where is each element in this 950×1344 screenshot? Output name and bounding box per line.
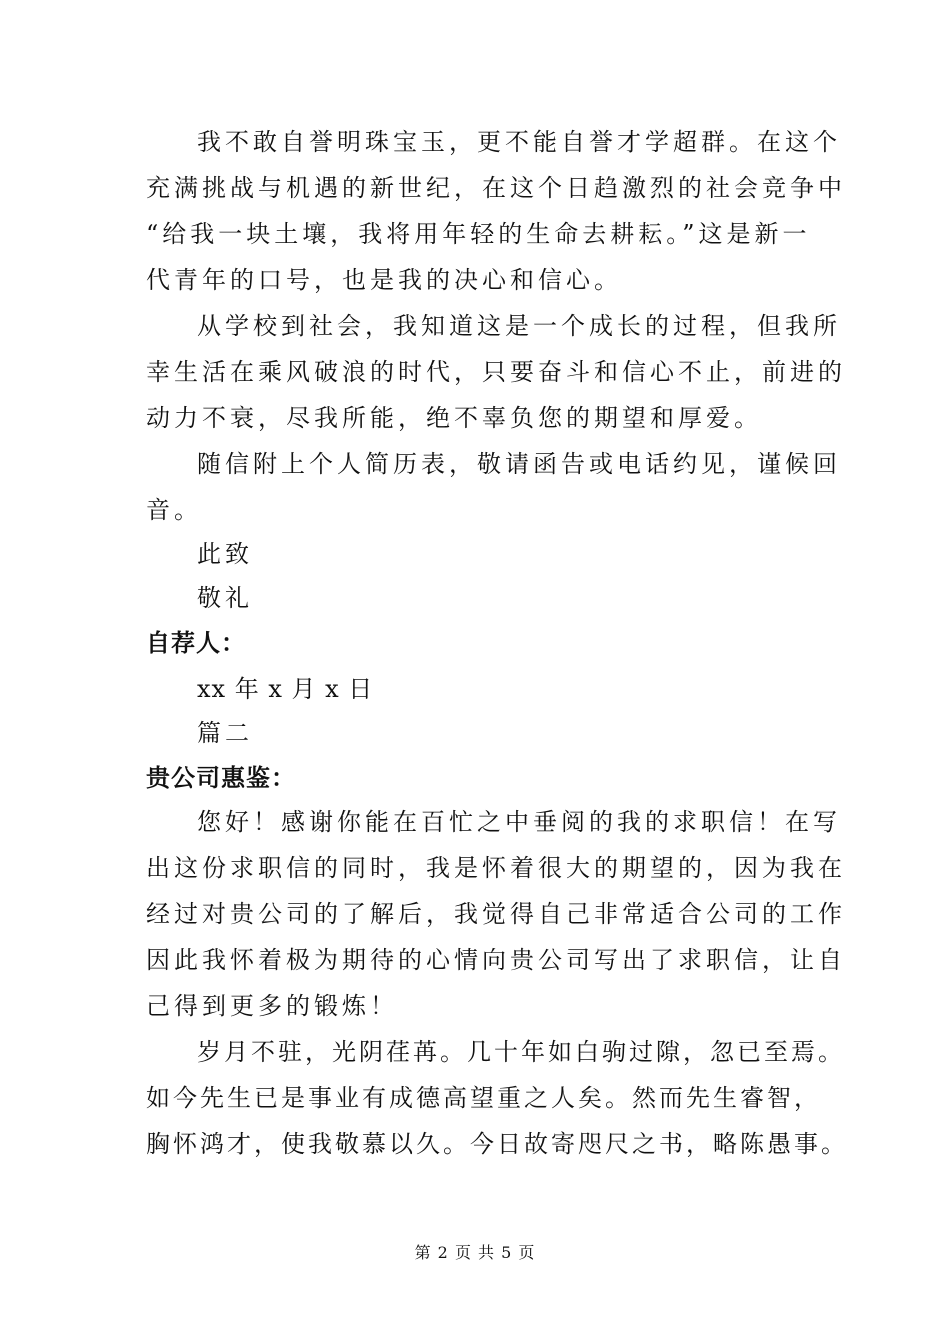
letter-date: xx 年 x 月 x 日 bbox=[197, 675, 374, 703]
paragraph-line: 己得到更多的锻炼！ bbox=[146, 992, 398, 1020]
paragraph-line: 岁月不驻，光阴荏苒。几十年如白驹过隙，忽已至焉。 bbox=[197, 1038, 845, 1066]
paragraph-line: 我不敢自誉明珠宝玉，更不能自誉才学超群。在这个 bbox=[197, 128, 841, 156]
paragraph-line: 动力不衰，尽我所能，绝不辜负您的期望和厚爱。 bbox=[146, 404, 762, 432]
closing-greeting: 此致 bbox=[197, 540, 253, 568]
page-number-footer: 第 2 页 共 5 页 bbox=[414, 1243, 536, 1262]
closing-salute: 敬礼 bbox=[197, 584, 253, 612]
paragraph-line: 您好！感谢你能在百忙之中垂阅的我的求职信！在写 bbox=[197, 808, 841, 836]
paragraph-line: 因此我怀着极为期待的心情向贵公司写出了求职信，让自 bbox=[146, 946, 846, 974]
signer-label: 自荐人： bbox=[146, 629, 246, 657]
paragraph-line: 代青年的口号，也是我的决心和信心。 bbox=[146, 266, 622, 294]
paragraph-line: “给我一块土壤，我将用年轻的生命去耕耘。”这是新一 bbox=[146, 220, 811, 248]
section-label: 篇二 bbox=[197, 719, 253, 747]
paragraph-line: 音。 bbox=[146, 496, 202, 524]
paragraph-line: 幸生活在乘风破浪的时代，只要奋斗和信心不止，前进的 bbox=[146, 358, 846, 386]
paragraph-line: 充满挑战与机遇的新世纪，在这个日趋激烈的社会竞争中 bbox=[146, 174, 846, 202]
paragraph-line: 如今先生已是事业有成德高望重之人矣。然而先生睿智， bbox=[146, 1084, 821, 1112]
paragraph-line: 胸怀鸿才，使我敬慕以久。今日故寄咫尺之书，略陈愚事。 bbox=[146, 1130, 848, 1158]
paragraph-line: 经过对贵公司的了解后，我觉得自己非常适合公司的工作 bbox=[146, 900, 846, 928]
paragraph-line: 从学校到社会，我知道这是一个成长的过程，但我所 bbox=[197, 312, 841, 340]
paragraph-line: 出这份求职信的同时，我是怀着很大的期望的，因为我在 bbox=[146, 854, 846, 882]
paragraph-line: 随信附上个人简历表，敬请函告或电话约见，谨候回 bbox=[197, 450, 841, 478]
salutation: 贵公司惠鉴： bbox=[146, 764, 296, 792]
